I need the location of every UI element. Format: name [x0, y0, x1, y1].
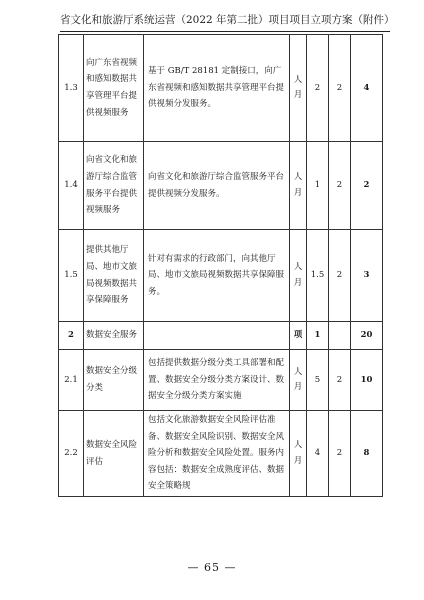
item-factor: 2: [329, 142, 351, 230]
item-factor: [329, 322, 351, 350]
item-name: 数据安全分级分类: [84, 350, 144, 411]
table-row: [59, 230, 383, 322]
item-name: 提供其他厅局、地市文旅局视频数据共享保障服务: [84, 230, 144, 322]
item-unit: 项: [290, 322, 307, 350]
item-quantity: 1: [307, 322, 329, 350]
item-total: 2: [351, 142, 383, 230]
item-name: 数据安全风险评估: [84, 411, 144, 497]
table-row: [59, 35, 383, 142]
item-unit: 人 月: [290, 35, 307, 142]
item-unit: 人 月: [290, 350, 307, 411]
page-header: 省文化和旅游厅系统运营（2022 年第二批）项目项目立项方案（附件）: [60, 12, 390, 32]
item-number: 2: [59, 322, 84, 350]
page-number: — 65 —: [187, 561, 237, 574]
item-total: 10: [351, 350, 383, 411]
table-row: [59, 142, 383, 230]
item-description: 向省文化和旅游厅综合监管服务平台提供视频分发服务。: [144, 142, 290, 230]
item-number: 1.5: [59, 230, 84, 322]
item-unit: 人 月: [290, 230, 307, 322]
item-number: 2.2: [59, 411, 84, 497]
item-number: 1.4: [59, 142, 84, 230]
item-number: 2.1: [59, 350, 84, 411]
item-quantity: 5: [307, 350, 329, 411]
item-description: 包括文化旅游数据安全风险评估准备、数据安全风险识别、数据安全风险分析和数据安全风险处置。服务内容包括：数据安全成熟度评估、数据安全策略规: [144, 411, 290, 497]
table-row: [59, 350, 383, 411]
table-row: [59, 411, 383, 497]
item-total: 4: [351, 35, 383, 142]
item-factor: 2: [329, 230, 351, 322]
item-description: 针对有需求的行政部门，向其他厅局、地市文旅局视频数据共享保障服务。: [144, 230, 290, 322]
item-quantity: 4: [307, 411, 329, 497]
item-description: 基于 GB/T 28181 定制接口，向广东省视频和感知数据共享管理平台提供视频分发服务。: [144, 35, 290, 142]
item-total: 3: [351, 230, 383, 322]
table-row: [59, 322, 383, 350]
item-total: 8: [351, 411, 383, 497]
item-description: [144, 322, 290, 350]
item-unit: 人 月: [290, 411, 307, 497]
item-quantity: 1.5: [307, 230, 329, 322]
item-total: 20: [351, 322, 383, 350]
item-quantity: 1: [307, 142, 329, 230]
project-table: [58, 34, 383, 497]
item-name: 向广东省视频和感知数据共享管理平台提供视频服务: [84, 35, 144, 142]
item-factor: 2: [329, 35, 351, 142]
item-unit: 人 月: [290, 142, 307, 230]
item-factor: 2: [329, 411, 351, 497]
item-name: 数据安全服务: [84, 322, 144, 350]
item-name: 向省文化和旅游厅综合监管服务平台提供视频服务: [84, 142, 144, 230]
item-quantity: 2: [307, 35, 329, 142]
item-factor: 2: [329, 350, 351, 411]
item-description: 包括提供数据分级分类工具部署和配置、数据安全分级分类方案设计、数据安全分级分类方案实施: [144, 350, 290, 411]
item-number: 1.3: [59, 35, 84, 142]
